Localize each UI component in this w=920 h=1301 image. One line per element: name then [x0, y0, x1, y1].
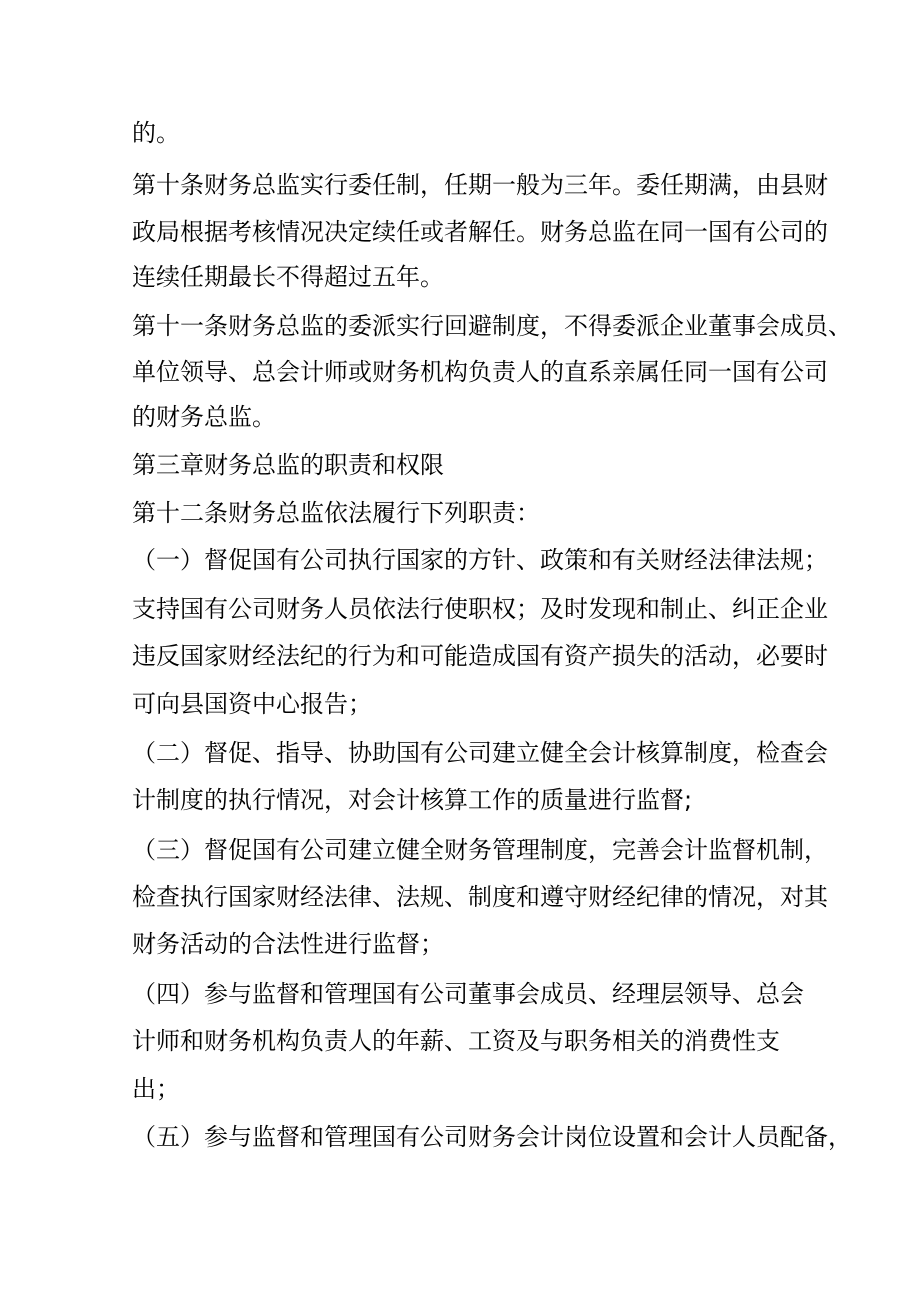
text-line: 可向县国资中心报告；: [132, 690, 372, 718]
text-line: 第十条财务总监实行委任制，任期一般为三年。委任期满，由县财: [132, 171, 828, 199]
text-line: 单位领导、总会计师或财务机构负责人的直系亲属任同一国有公司: [132, 358, 828, 386]
text-line: 的财务总监。: [132, 403, 276, 431]
text-line: 检查执行国家财经法律、法规、制度和遵守财经纪律的情况，对其: [132, 883, 828, 911]
text-line: 违反国家财经法纪的行为和可能造成国有资产损失的活动，必要时: [132, 642, 828, 670]
text-line: 支持国有公司财务人员依法行使职权；及时发现和制止、纠正企业: [132, 595, 828, 623]
text-line: 的。: [132, 119, 180, 147]
text-line: （三）督促国有公司建立健全财务管理制度，完善会计监督机制，: [132, 836, 828, 864]
section-heading: 第三章财务总监的职责和权限: [132, 451, 444, 479]
text-line: （五）参与监督和管理国有公司财务会计岗位设置和会计人员配备，: [132, 1123, 852, 1151]
text-line: 第十一条财务总监的委派实行回避制度，不得委派企业董事会成员、: [132, 312, 852, 340]
text-line: 计师和财务机构负责人的年薪、工资及与职务相关的消费性支: [132, 1027, 780, 1055]
text-line: 第十二条财务总监依法履行下列职责：: [132, 499, 540, 527]
text-line: （四）参与监督和管理国有公司董事会成员、经理层领导、总会: [132, 980, 804, 1008]
text-line: 连续任期最长不得超过五年。: [132, 263, 444, 291]
text-line: （一）督促国有公司执行国家的方针、政策和有关财经法律法规；: [132, 546, 828, 574]
text-line: 计制度的执行情况，对会计核算工作的质量进行监督;: [132, 786, 693, 814]
text-line: （二）督促、指导、协助国有公司建立健全会计核算制度，检查会: [132, 739, 828, 767]
text-line: 财务活动的合法性进行监督；: [132, 930, 444, 958]
text-line: 政局根据考核情况决定续任或者解任。财务总监在同一国有公司的: [132, 218, 828, 246]
text-line: 出；: [132, 1075, 180, 1103]
